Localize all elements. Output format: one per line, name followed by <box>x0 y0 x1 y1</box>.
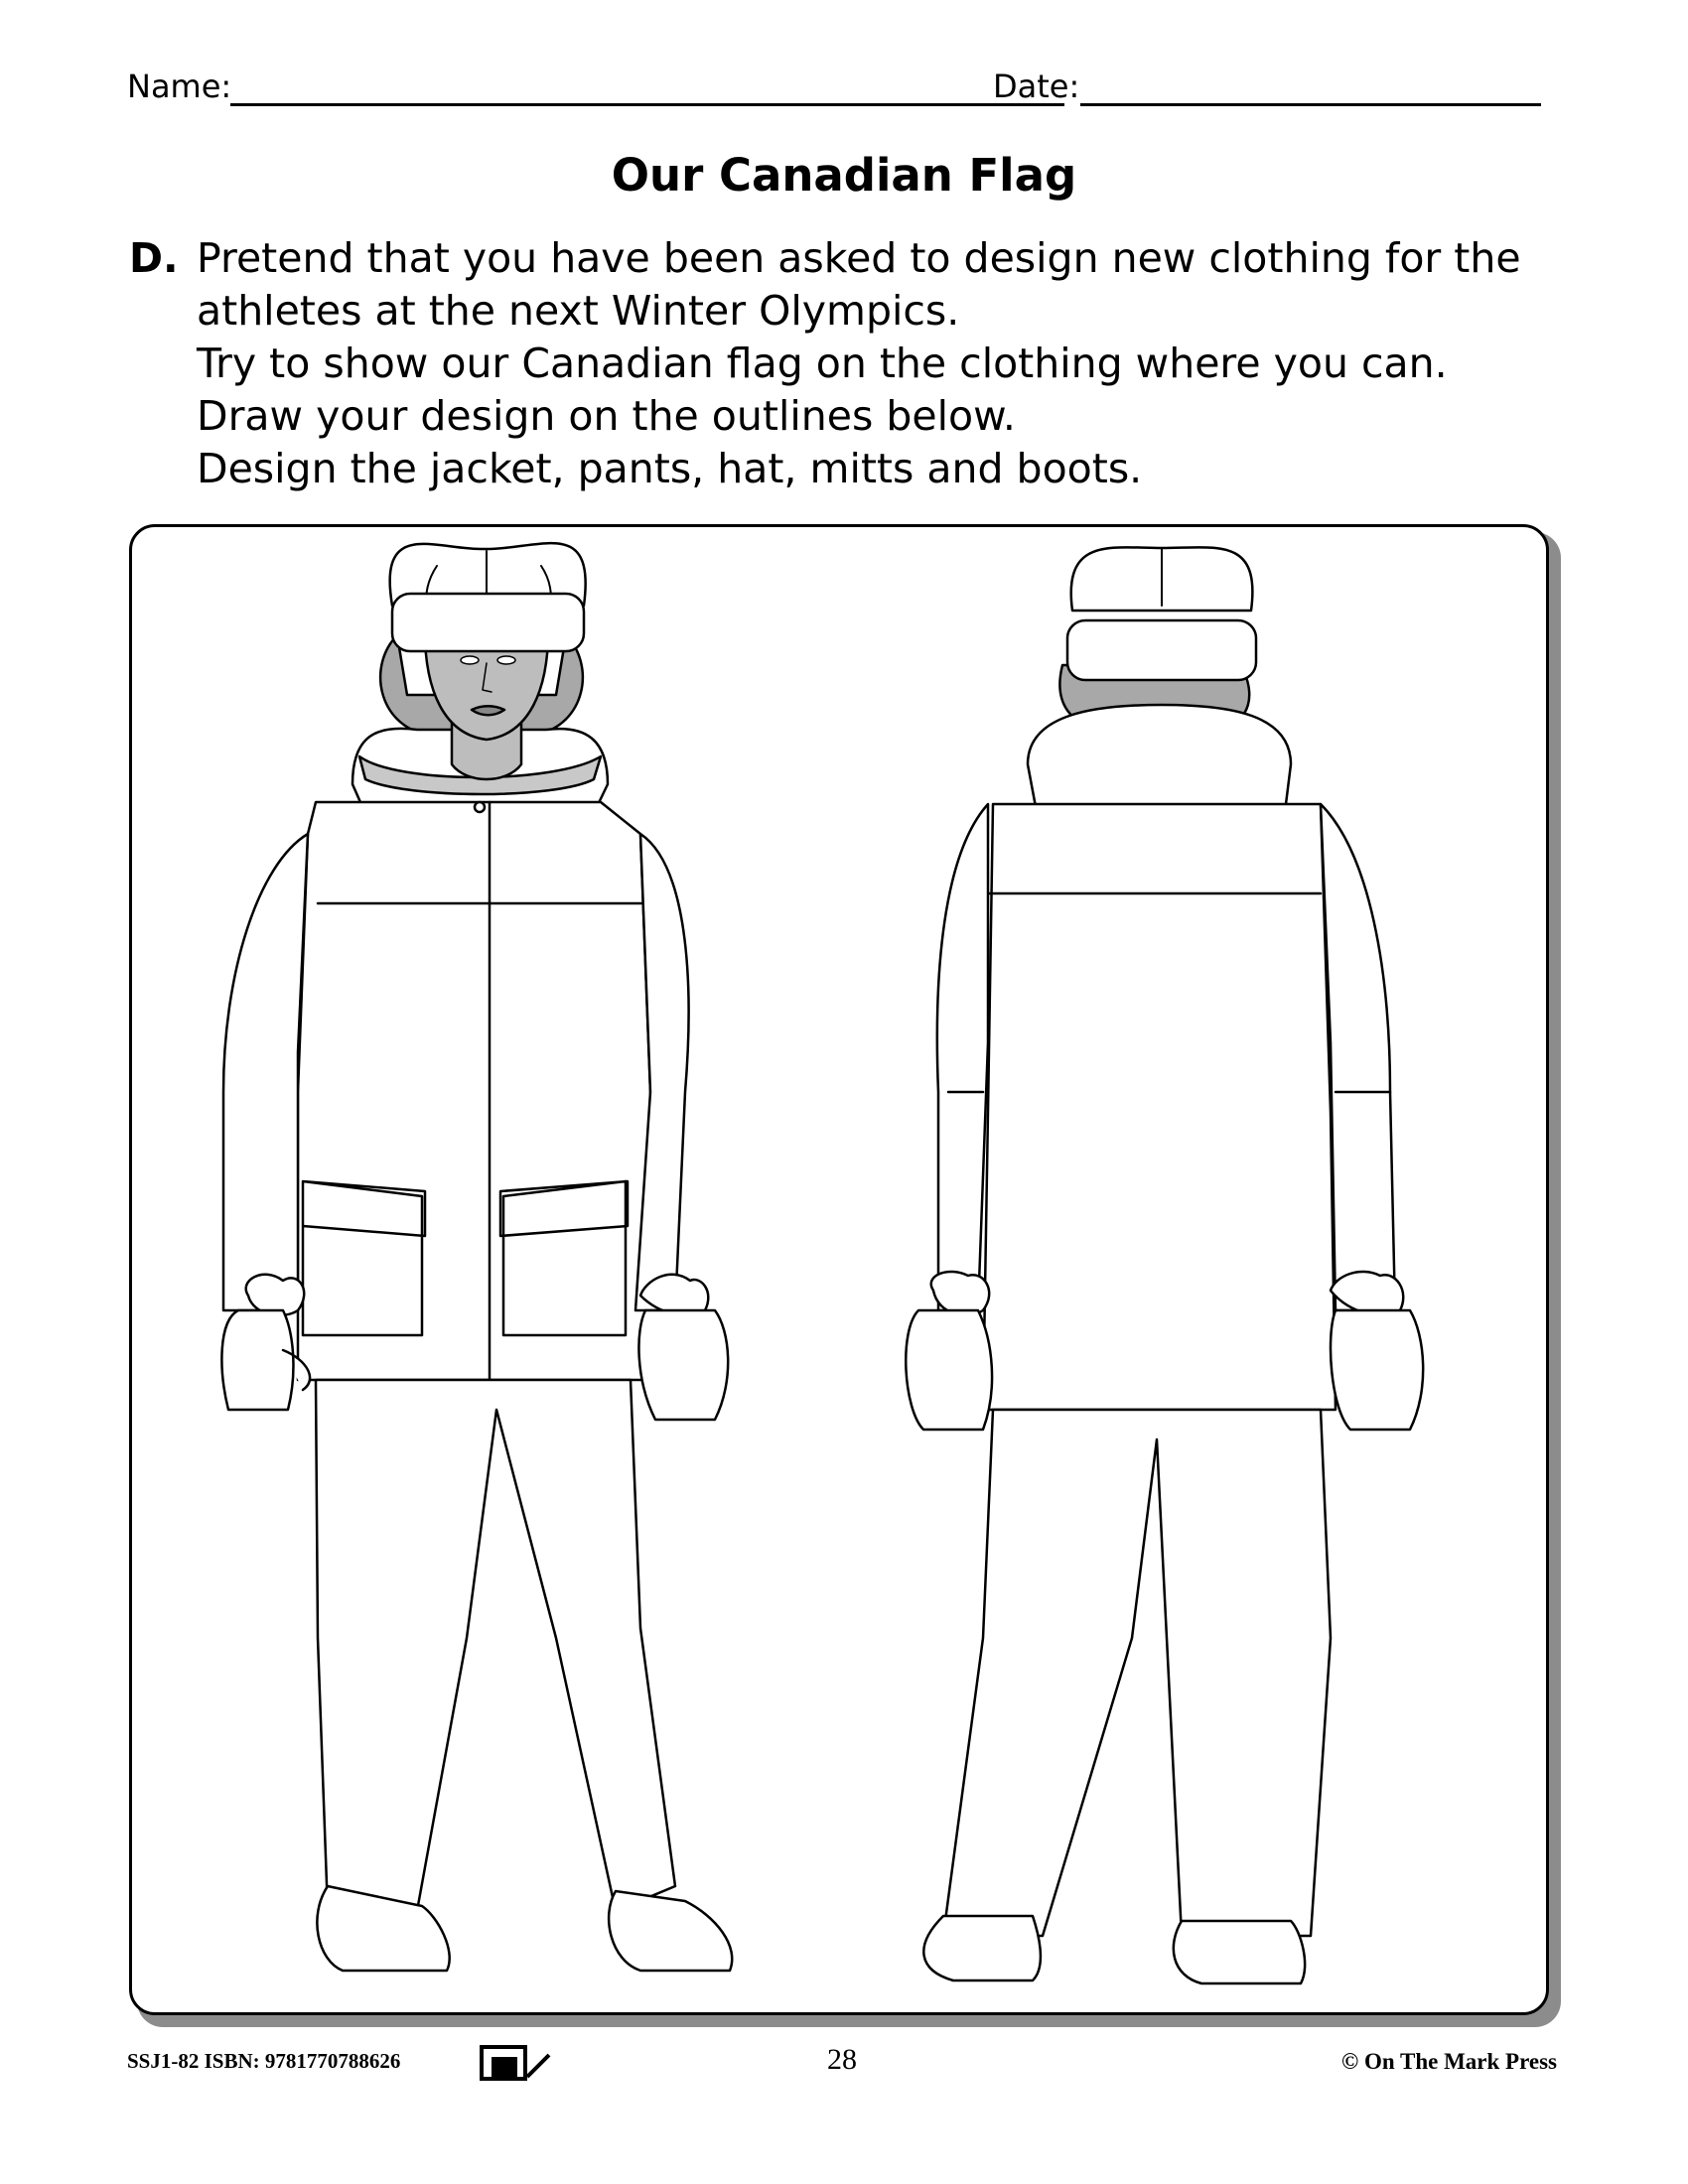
front-hat-cuff <box>392 594 584 651</box>
back-hat-cuff <box>1067 620 1256 680</box>
instruction-letter: D. <box>129 234 179 282</box>
instruction-line: Pretend that you have been asked to design new clothing for the <box>197 234 1521 282</box>
instruction-line: Design the jacket, pants, hat, mitts and boots. <box>197 445 1143 492</box>
back-mitt-left <box>906 1310 992 1430</box>
front-boot-right <box>609 1891 732 1971</box>
back-mitt-right <box>1331 1310 1423 1430</box>
front-pants <box>316 1380 675 1911</box>
back-boot-right <box>1174 1921 1305 1983</box>
back-boot-left <box>923 1916 1041 1980</box>
front-view-figure <box>221 543 732 1971</box>
publisher-credit: © On The Mark Press <box>1341 2049 1557 2074</box>
name-label: Name: <box>127 68 232 105</box>
page-title: Our Canadian Flag <box>611 149 1077 202</box>
instruction-line: Try to show our Canadian flag on the clothing where you can. <box>197 340 1448 387</box>
front-mitt-right <box>638 1310 728 1420</box>
front-pocket-left <box>303 1181 425 1335</box>
back-view-figure <box>906 547 1423 1983</box>
page-footer <box>127 2043 1557 2083</box>
page-number: 28 <box>827 2043 857 2076</box>
front-pocket-right <box>500 1181 628 1335</box>
back-sleeve-left <box>937 804 988 1310</box>
date-label: Date: <box>993 68 1080 105</box>
instruction-line: Draw your design on the outlines below. <box>197 392 1016 440</box>
footer-code-isbn: SSJ1-82 ISBN: 9781770788626 <box>127 2049 401 2073</box>
front-sleeve-left <box>223 834 308 1310</box>
back-pants <box>943 1410 1331 1936</box>
front-mouth <box>472 706 504 715</box>
back-jacket-body <box>983 804 1336 1410</box>
instruction-line: athletes at the next Winter Olympics. <box>197 287 960 335</box>
front-boot-left <box>317 1886 449 1971</box>
publisher-logo-icon <box>480 2043 559 2083</box>
